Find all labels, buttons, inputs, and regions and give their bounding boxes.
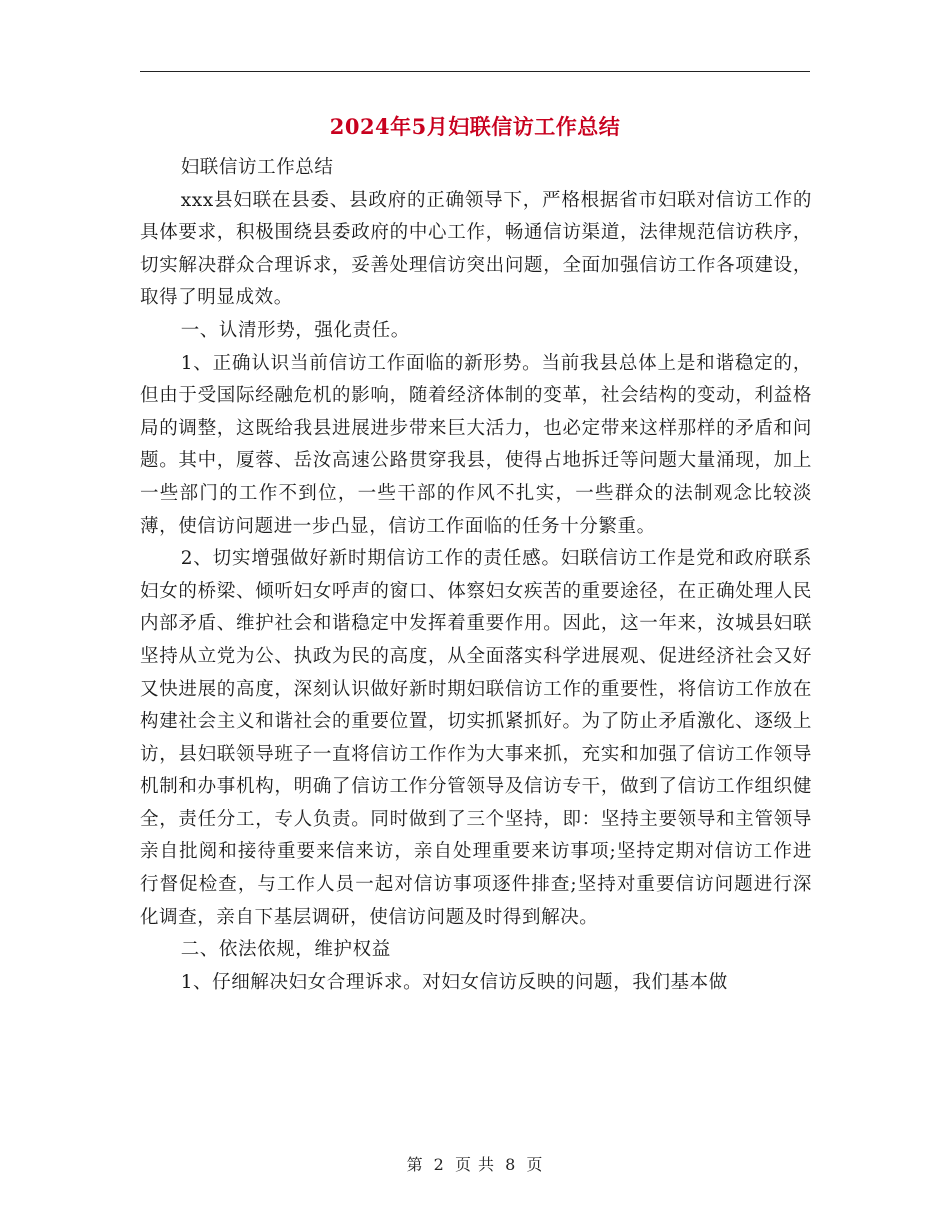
intro-paragraph: xxx县妇联在县委、县政府的正确领导下，严格根据省市妇联对信访工作的具体要求，积极围绕县委政府的中心工作，畅通信访渠道，法律规范信访秩序，切实解决群众合理诉求，妥善处理信访突出问题，全面加强信访工作各项建设，取得了明显成效。 bbox=[140, 189, 812, 309]
paragraph-2-1: 1、仔细解决妇女合理诉求。对妇女信访反映的问题，我们基本做 bbox=[180, 971, 728, 993]
footer-middle: 页 共 bbox=[454, 1155, 496, 1174]
subtitle-paragraph: 妇联信访工作总结 bbox=[180, 157, 334, 178]
section-heading-2: 二、依法依规，维护权益 bbox=[180, 939, 391, 961]
document-title: 2024年5月妇联信访工作总结 bbox=[329, 114, 621, 139]
document-body bbox=[140, 152, 812, 999]
page-footer bbox=[0, 1152, 950, 1175]
footer-suffix: 页 bbox=[526, 1155, 544, 1174]
header-rule bbox=[140, 71, 810, 72]
footer-page-current: 2 bbox=[433, 1155, 445, 1174]
paragraph-1-1: 1、正确认识当前信访工作面临的新形势。当前我县总体上是和谐稳定的，但由于受国际经融危机的影响，随着经济体制的变革，社会结构的变动，利益格局的调整，这既给我县进展进步带来巨大活力，也必定带来这样那样的矛盾和问题。其中，厦蓉、岳汝高速公路贯穿我县，使得占地拆迁等问题大量涌现，加上一些部门的工作不到位，一些干部的作风不扎实，一些群众的法制观念比较淡薄，使信访问题进一步凸显，信访工作面临的任务十分繁重。 bbox=[140, 352, 812, 537]
footer-prefix: 第 bbox=[406, 1155, 424, 1174]
footer-page-total: 8 bbox=[505, 1155, 517, 1174]
section-heading-1: 一、认清形势，强化责任。 bbox=[180, 319, 410, 341]
paragraph-1-2: 2、切实增强做好新时期信访工作的责任感。妇联信访工作是党和政府联系妇女的桥梁、倾听妇女呼声的窗口、体察妇女疾苦的重要途径，在正确处理人民内部矛盾、维护社会和谐稳定中发挥着重要作用。因此，这一年来，汝城县妇联坚持从立党为公、执政为民的高度，从全面落实科学进展观、促进经济社会又好又快进展的高度，深刻认识做好新时期妇联信访工作的重要性，将信访工作放在构建社会主义和谐社会的重要位置，切实抓紧抓好。为了防止矛盾激化、逐级上访，县妇联领导班子一直将信访工作作为大事来抓，充实和加强了信访工作领导机制和办事机构，明确了信访工作分管领导及信访专干，做到了信访工作组织健全，责任分工，专人负责。同时做到了三个坚持，即：坚持主要领导和主管领导亲自批阅和接待重要来信来访，亲自处理重要来访事项;坚持定期对信访工作进行督促检查，与工作人员一起对信访事项逐件排查;坚持对重要信访问题进行深化调查，亲自下基层调研，使信访问题及时得到解决。 bbox=[140, 548, 812, 928]
